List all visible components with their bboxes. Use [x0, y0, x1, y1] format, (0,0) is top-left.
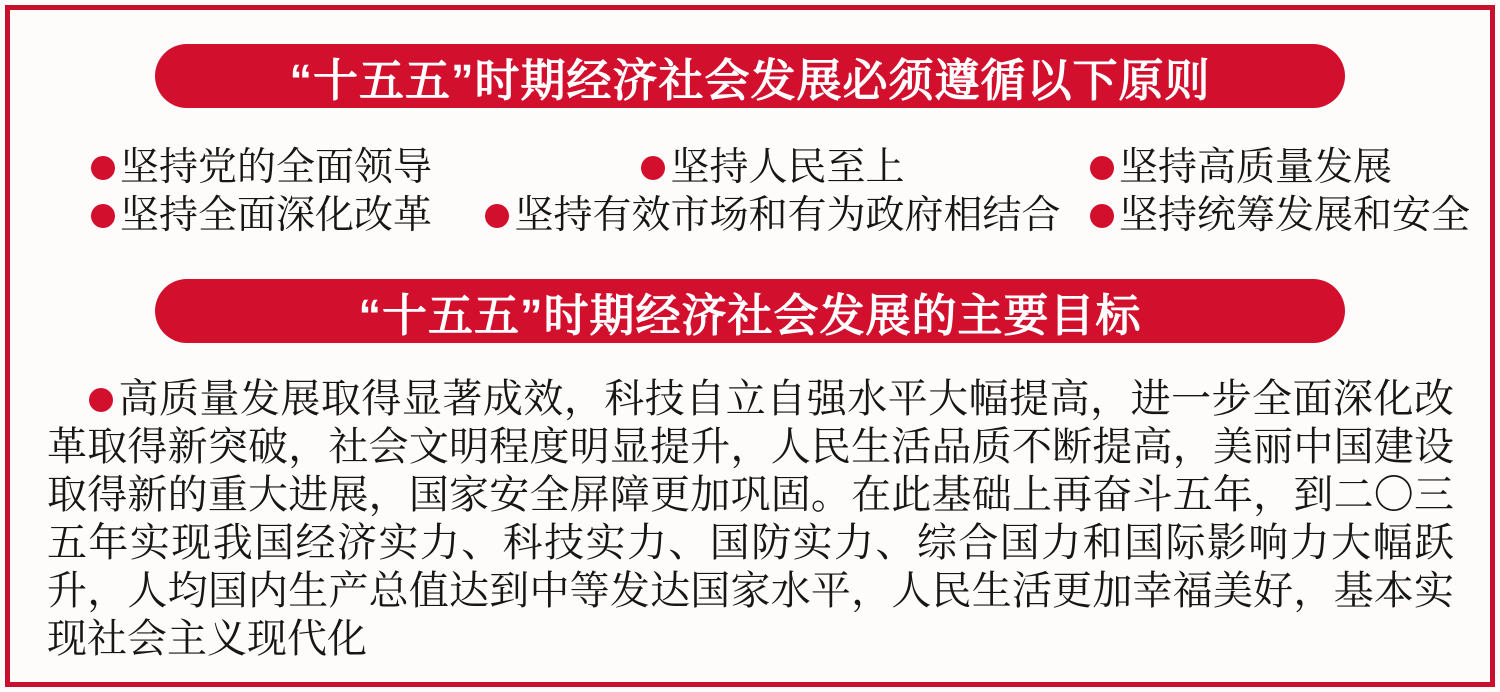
- bullet-icon: [91, 204, 115, 228]
- poster-frame: [5, 5, 1495, 687]
- goals-paragraph: [47, 375, 1454, 663]
- principles-title-text: “十五五”时期经济社会发展必须遵循以下原则: [289, 54, 1211, 106]
- principle-item-party-leadership: [91, 144, 456, 192]
- goals-title-text: “十五五”时期经济社会发展的主要目标: [358, 289, 1142, 341]
- principle-item-development-security: [1090, 192, 1470, 240]
- principle-item-market-government: [485, 192, 1060, 240]
- principle-item-people-first: [641, 144, 904, 192]
- principle-label: 坚持高质量发展: [1119, 146, 1393, 189]
- principles-list: [91, 144, 1470, 240]
- principle-label: 坚持人民至上: [670, 146, 905, 189]
- goals-paragraph-text: 高质量发展取得显著成效，科技自立自强水平大幅提高，进一步全面深化改革取得新突破，社会文明程度明显提升，人民生活品质不断提高，美丽中国建设取得新的重大进展，国家安全屏障更加巩固。在此基础上再奋斗五年，到二〇三五年实现我国经济实力、科技实力、国防实力、综合国力和国际影响力大幅跃升，人均国内生产总值达到中等发达国家水平，人民生活更加幸福美好，基本实现社会主义现代化: [47, 376, 1454, 661]
- principle-item-deepening-reform: [91, 192, 456, 240]
- principle-label: 坚持全面深化改革: [120, 194, 433, 237]
- goals-section-title: [155, 279, 1345, 343]
- bullet-icon: [485, 204, 509, 228]
- principle-label: 坚持党的全面领导: [120, 146, 433, 189]
- bullet-icon: [91, 156, 115, 180]
- principle-label: 坚持有效市场和有为政府相结合: [514, 194, 1061, 237]
- bullet-icon: [1090, 156, 1114, 180]
- principle-label: 坚持统筹发展和安全: [1119, 194, 1471, 237]
- principles-section-title: [155, 44, 1345, 108]
- bullet-icon: [1090, 204, 1114, 228]
- bullet-icon: [641, 156, 665, 180]
- bullet-icon: [89, 388, 113, 412]
- principle-item-high-quality-development: [1090, 144, 1470, 192]
